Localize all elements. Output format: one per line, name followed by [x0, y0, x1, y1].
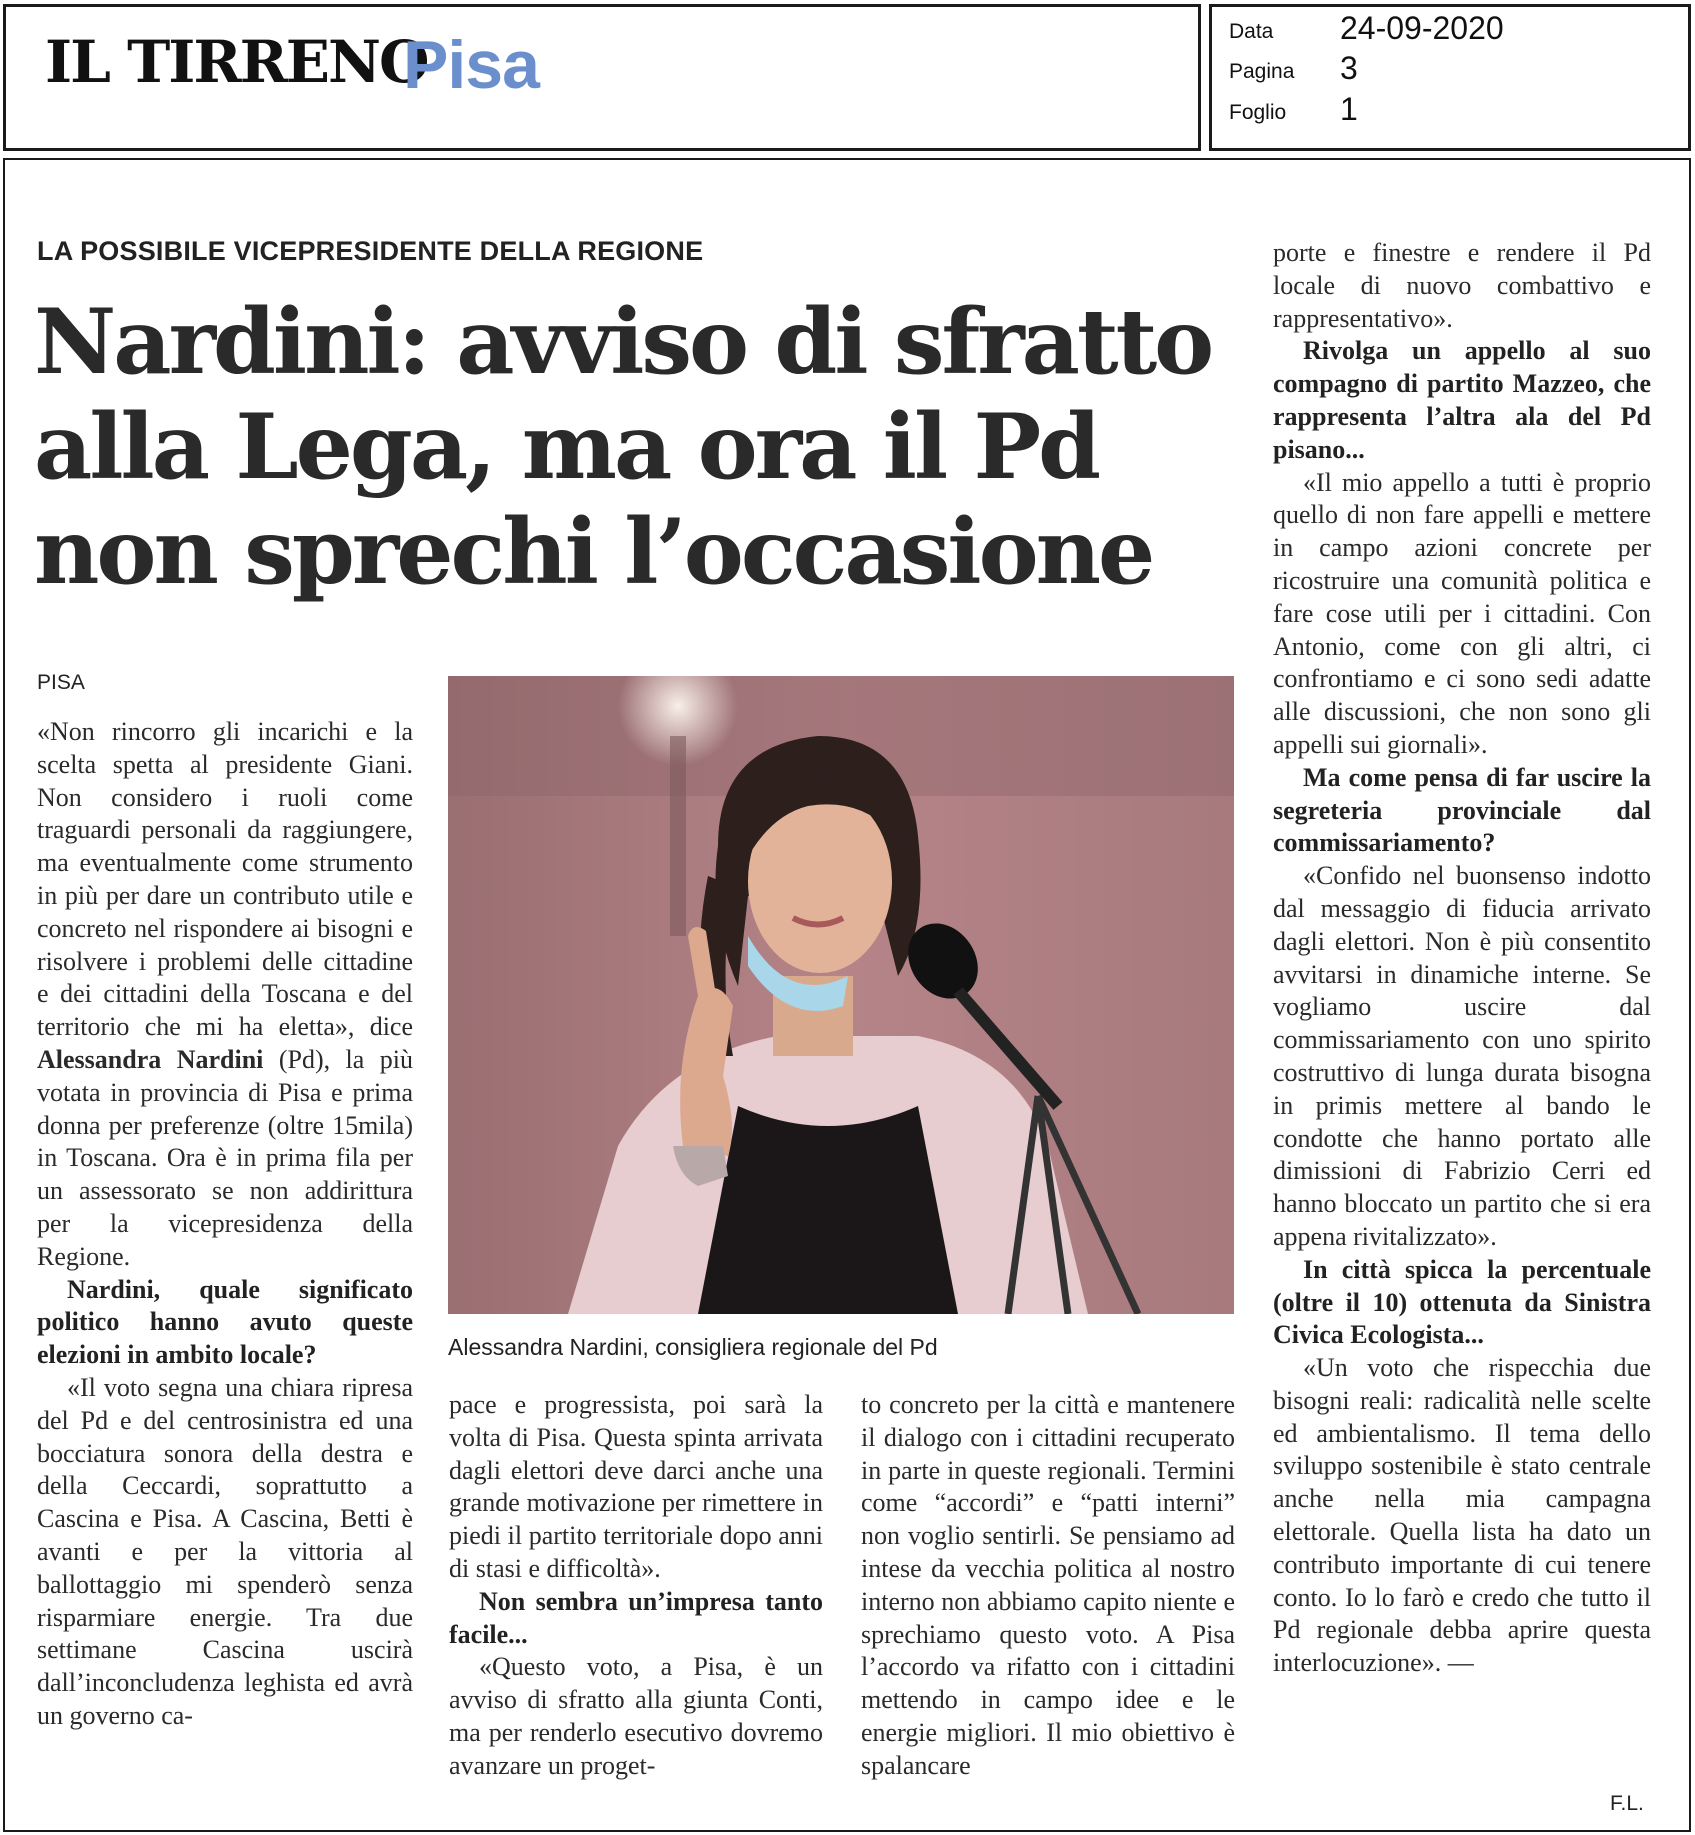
headline-line-1: Nardini: avviso di sfratto: [34, 289, 1212, 395]
column-2: [449, 1389, 823, 1783]
sheet-label: Foglio: [1229, 101, 1287, 124]
answer-3: «Il mio appello a tutti è proprio quello di non fare appelli e mettere in campo azioni concrete per ricostruire una comunità politica e fare cose utili per i cittadini. Con Antonio, come con gli altri, ci confrontiamo e ci sono sedi adatte alle discussioni, che non sono gli appelli sui giornali».: [1273, 467, 1651, 759]
question-4: Ma come pensa di far uscire la segreteria provinciale dal commissariamento?: [1273, 762, 1651, 858]
column-4: [1273, 237, 1651, 1680]
answer-2-part-1: «Questo voto, a Pisa, è un avviso di sfratto alla giunta Conti, ma per renderlo esecutivo dovremo avanzare un proget-: [449, 1652, 823, 1780]
answer-1-part-2: pace e progressista, poi sarà la volta di Pisa. Questa spinta arrivata dagli elettori deve darci anche una grande motivazione per rimettere in piedi il partito territoriale dopo anni di stasi e difficoltà».: [449, 1390, 823, 1583]
article-photo: [448, 676, 1234, 1314]
headline-line-2: alla Lega, ma ora il Pd: [34, 394, 1099, 500]
sheet-value: 1: [1340, 91, 1358, 127]
column-3: [861, 1389, 1235, 1783]
answer-2-part-2: to concreto per la città e mantenere il dialogo con i cittadini recuperato in parte in queste regionali. Termini come “accordi” e “patti interni” non voglio sentirli. Se pensiamo ad intese da vecchia politica al nostro interno non abbiamo capito niente e sprechiamo questo voto. A Pisa l’accordo va rifatto con i cittadini mettendo in campo idee e le energie migliori. Il mio obiettivo è spalancare: [861, 1390, 1235, 1780]
person-name: Alessandra Nardini: [37, 1044, 264, 1074]
article-headline: [34, 290, 1234, 605]
question-1: Nardini, quale significato politico hanno avuto queste elezioni in ambito locale?: [37, 1274, 413, 1370]
edition-name: Pisa: [403, 27, 539, 103]
answer-5: «Un voto che rispecchia due bisogni reali: radicalità nelle scelte ed ambientalismo. Il tema dello sviluppo sostenibile è stato centrale anche nella mia campagna elettorale. Quella lista ha dato un contributo importante di cui tenere conto. Io lo farò e credo che tutto il Pd regionale debba aprire questa interlocuzione». —: [1273, 1353, 1651, 1678]
page-value: 3: [1340, 50, 1358, 86]
page-label: Pagina: [1229, 60, 1295, 83]
answer-4: «Confido nel buonsenso indotto dal messaggio di fiducia arrivato dagli elettori. Non è più consentito avvitarsi in dinamiche interne. Se vogliamo uscire dal commissariamento con uno spirito costruttivo di lunga durata bisogna in primis mettere al bando le condotte che hanno portato alle dimissioni di Fabrizio Cerri ed hanno bloccato un partito che si era appena rivitalizzato».: [1273, 861, 1651, 1251]
intro-paragraph: «Non rincorro gli incarichi e la scelta spetta al presidente Giani. Non considero i ruoli come traguardi personali da raggiungere, ma eventualmente come strumento in più per dare un contributo utile e concreto nel rispondere ai bisogni e risolvere i problemi delle cittadine e dei cittadini della Toscana e del territorio che mi ha eletta», dice Alessandra Nardini (Pd), la più votata in provincia di Pisa e prima donna per preferenze (oltre 15mila) in Toscana. Ora è in prima fila per un assessorato se non addirittura per la vicepresidenza della Regione.: [37, 717, 413, 1271]
answer-1-part-1: «Il voto segna una chiara ripresa del Pd e del centrosinistra ed una bocciatura sonora della destra e della Ceccardi, soprattutto a Cascina e Pisa. A Cascina, Betti è avanti e per la vittoria al ballottaggio mi spenderò senza risparmiare energie. Tra due settimane Cascina uscirà dall’inconcludenza leghista ed avrà un governo ca-: [37, 1372, 413, 1730]
article-kicker: LA POSSIBILE VICEPRESIDENTE DELLA REGIONE: [37, 236, 704, 266]
dateline: PISA: [37, 671, 85, 694]
date-value: 24-09-2020: [1340, 10, 1504, 46]
column-1: [37, 716, 413, 1733]
question-3: Rivolga un appello al suo compagno di partito Mazzeo, che rappresenta l’altra ala del Pd pisano...: [1273, 336, 1651, 464]
answer-2-part-3: porte e finestre e rendere il Pd locale di nuovo combattivo e rappresentativo».: [1273, 238, 1651, 333]
author-signature: F.L.: [1610, 1792, 1644, 1815]
newspaper-logo: IL TIRRENO: [45, 28, 428, 96]
date-label: Data: [1229, 20, 1274, 43]
photo-caption: Alessandra Nardini, consigliera regionale del Pd: [448, 1334, 938, 1360]
headline-line-3: non sprechi l’occasione: [34, 499, 1153, 605]
question-2: Non sembra un’impresa tanto facile...: [449, 1586, 823, 1649]
photo-illustration: [448, 676, 1234, 1314]
question-5: In città spicca la percentuale (oltre il 10) ottenuta da Sinistra Civica Ecologista...: [1273, 1254, 1651, 1350]
